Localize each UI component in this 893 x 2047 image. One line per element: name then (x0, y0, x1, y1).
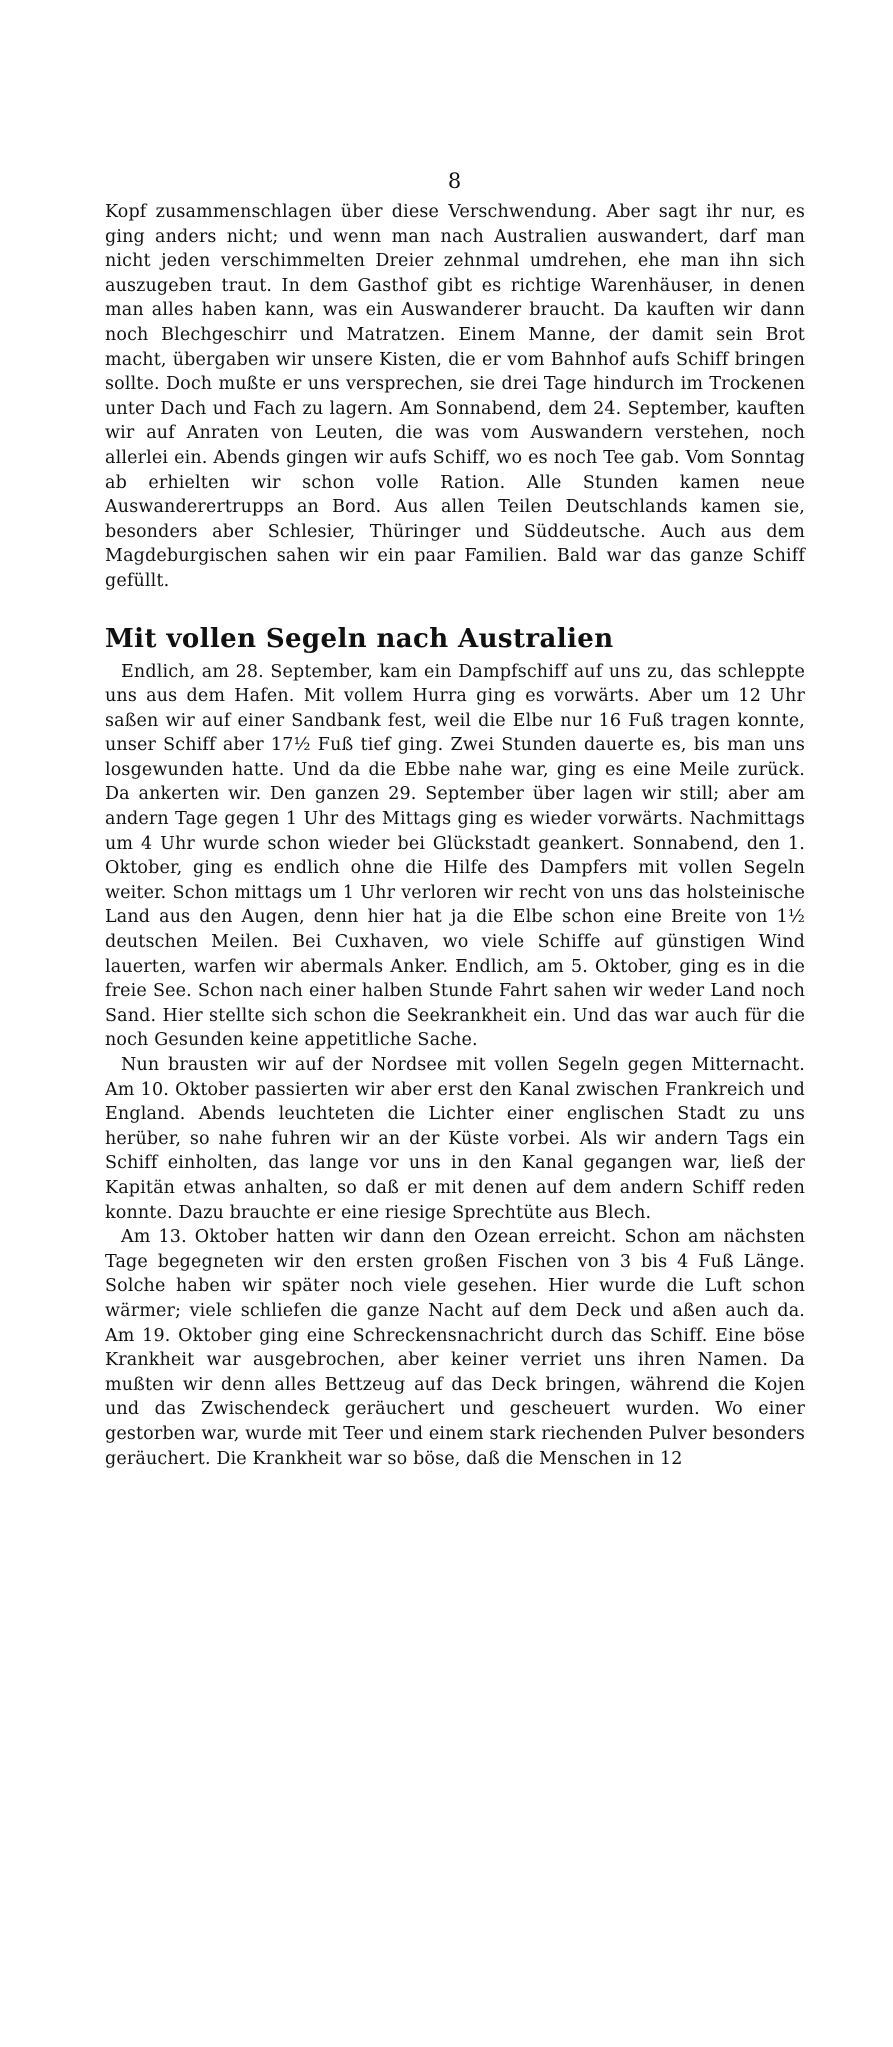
paragraph: Am 13. Oktober hatten wir dann den Ozean erreicht. Schon am nächsten Tage begegneten wir den ersten großen Fischen von 3 bis 4 Fuß Länge. Solche haben wir später noch viele gesehen. Hier wurde die Luft schon wärmer; viele schliefen die ganze Nacht auf dem Deck und aßen auch da. Am 19. Oktober ging eine Schreckensnachricht durch das Schiff. Eine böse Krankheit war ausgebrochen, aber keiner verriet uns ihren Namen. Da mußten wir denn alles Bettzeug auf das Deck bringen, während die Kojen und das Zwischendeck geräuchert und gescheuert wurden. Wo einer gestorben war, wurde mit Teer und einem stark riechenden Pulver besonders geräuchert. Die Krankheit war so böse, daß die Menschen in 12 (105, 1227, 805, 1469)
section-before (105, 200, 805, 594)
paragraph: Endlich, am 28. September, kam ein Dampfschiff auf uns zu, das schleppte uns aus dem Hafen. Mit vollem Hurra ging es vorwärts. Aber um 12 Uhr saßen wir auf einer Sandbank fest, weil die Elbe nur 16 Fuß tragen konnte, unser Schiff aber 17½ Fuß tief ging. Zwei Stunden dauerte es, bis man uns losgewunden hatte. Und da die Ebbe nahe war, ging es eine Meile zurück. Da ankerten wir. Den ganzen 29. September über lagen wir still; aber am andern Tage gegen 1 Uhr des Mittags ging es wieder vorwärts. Nachmittags um 4 Uhr wurde schon wieder bei Glückstadt geankert. Sonnabend, den 1. Oktober, ging es endlich ohne die Hilfe des Dampfers mit vollen Segeln weiter. Schon mittags um 1 Uhr verloren wir recht von uns das holsteinische Land aus den Augen, denn hier hat ja die Elbe schon eine Breite von 1½ deutschen Meilen. Bei Cuxhaven, wo viele Schiffe auf günstigen Wind lauerten, warfen wir abermals Anker. Endlich, am 5. Oktober, ging es in die freie See. Schon nach einer halben Stunde Fahrt sahen wir weder Land noch Sand. Hier stellte sich schon die Seekrankheit ein. Und das war auch für die noch Gesunden keine appetitliche Sache. (105, 661, 805, 1051)
paragraph: Kopf zusammenschlagen über diese Verschwendung. Aber sagt ihr nur, es ging anders nicht; und wenn man nach Australien auswandert, darf man nicht jeden verschimmelten Dreier zehnmal umdrehen, ehe man ihn sich auszugeben traut. In dem Gasthof gibt es richtige Warenhäuser, in denen man alles haben kann, was ein Auswanderer braucht. Da kauften wir dann noch Blechgeschirr und Matratzen. Einem Manne, der damit sein Brot macht, übergaben wir unsere Kisten, die er vom Bahnhof aufs Schiff bringen sollte. Doch mußte er uns versprechen, sie drei Tage hindurch im Trockenen unter Dach und Fach zu lagern. Am Sonnabend, dem 24. September, kauften wir auf Anraten von Leuten, die was vom Auswandern verstehen, noch allerlei ein. Abends gingen wir aufs Schiff, wo es noch Tee gab. Vom Sonntag ab erhielten wir schon volle Ration. Alle Stunden kamen neue Auswanderertrupps an Bord. Aus allen Teilen Deutschlands kamen sie, besonders aber Schlesier, Thüringer und Süddeutsche. Auch aus dem Magdeburgischen sahen wir ein paar Familien. Bald war das ganze Schiff gefüllt. (105, 202, 805, 591)
paragraph: Nun brausten wir auf der Nordsee mit vollen Segeln gegen Mitternacht. Am 10. Oktober passierten wir aber erst den Kanal zwischen Frankreich und England. Abends leuchteten die Lichter einer englischen Stadt zu uns herüber, so nahe fuhren wir an der Küste vorbei. Als wir andern Tags ein Schiff einholten, das lange vor uns in den Kanal gegangen war, ließ der Kapitän etwas anhalten, so daß er mit denen auf dem andern Schiff reden konnte. Dazu brauchte er eine riesige Sprechtüte aus Blech. (105, 1055, 805, 1223)
section-after (105, 660, 805, 1472)
book-page (105, 168, 805, 1471)
page-number: 8 (447, 169, 463, 193)
section-heading: Mit vollen Segeln nach Australien (105, 623, 614, 654)
